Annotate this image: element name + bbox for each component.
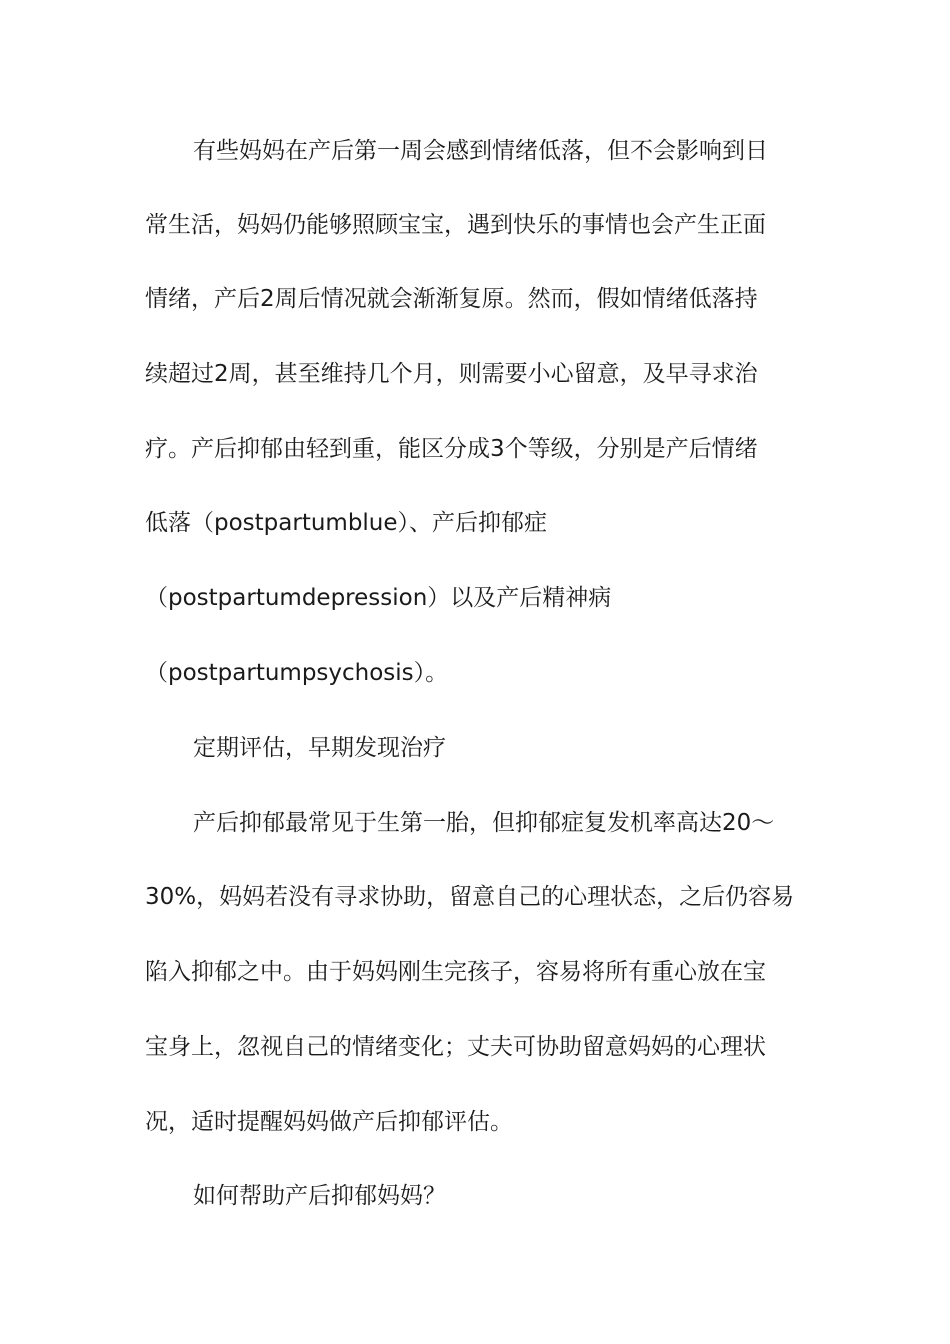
paragraph-line: 产后抑郁最常见于生第一胎，但抑郁症复发机率高达20～	[193, 810, 775, 836]
paragraph-line: 有些妈妈在产后第一周会感到情绪低落，但不会影响到日	[193, 138, 768, 164]
paragraph-line: 30%，妈妈若没有寻求协助，留意自己的心理状态，之后仍容易	[145, 884, 795, 910]
paragraph-line: 陷入抑郁之中。由于妈妈刚生完孩子，容易将所有重心放在宝	[145, 959, 766, 985]
paragraph-line: 低落（postpartumblue）、产后抑郁症	[145, 510, 548, 536]
paragraph-line: （postpartumpsychosis）。	[145, 660, 449, 686]
paragraph-line: （postpartumdepression）以及产后精神病	[145, 585, 612, 611]
paragraph-line: 况，适时提醒妈妈做产后抑郁评估。	[145, 1109, 513, 1135]
paragraph-line: 情绪，产后2周后情况就会渐渐复原。然而，假如情绪低落持	[145, 286, 758, 312]
section-heading: 如何帮助产后抑郁妈妈？	[193, 1183, 446, 1209]
paragraph-line: 疗。产后抑郁由轻到重，能区分成3个等级，分别是产后情绪	[145, 436, 758, 462]
paragraph-line: 常生活，妈妈仍能够照顾宝宝，遇到快乐的事情也会产生正面	[145, 212, 766, 238]
paragraph-line: 续超过2周，甚至维持几个月，则需要小心留意，及早寻求治	[145, 361, 758, 387]
section-heading: 定期评估，早期发现治疗	[193, 735, 446, 761]
paragraph-line: 宝身上，忽视自己的情绪变化；丈夫可协助留意妈妈的心理状	[145, 1034, 766, 1060]
